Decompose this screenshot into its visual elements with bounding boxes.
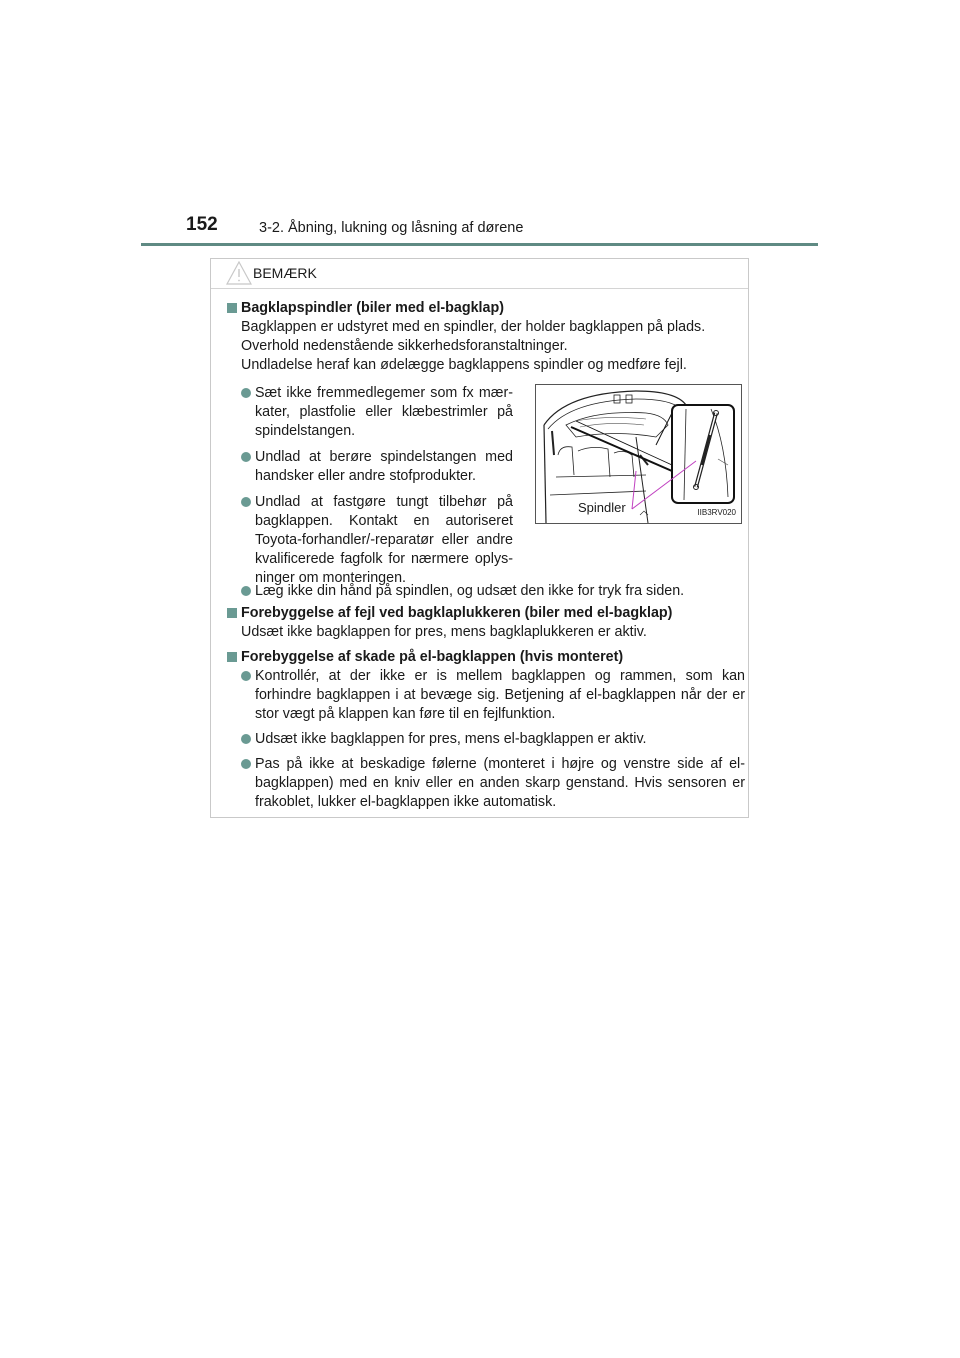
round-bullet-icon (241, 671, 251, 681)
tailgate-illustration-icon (536, 385, 741, 523)
figure-code: IIB3RV020 (697, 508, 736, 517)
bullet-text: Undlad at fastgøre tungt tilbehør på bagklappen. Kontakt en autoriseret Toyota-forhandler/-reparatør eller andre kvalificerede fagfolk for nærmere oplys-ninger om monteringen. (255, 494, 513, 586)
paragraph: Udsæt ikke bagklappen for pres, mens bagklaplukkeren er aktiv. (241, 624, 647, 640)
bullet-text: Udsæt ikke bagklappen for pres, mens el-bagklappen er aktiv. (255, 731, 647, 747)
round-bullet-icon (241, 388, 251, 398)
list-item (225, 384, 513, 441)
notice-header (211, 259, 748, 289)
heading-text: Bagklapspindler (biler med el-bagklap) (241, 300, 504, 316)
bullet-column (225, 384, 513, 595)
list-item (225, 667, 745, 724)
notice-box (210, 258, 749, 818)
spindle-illustration (535, 384, 742, 524)
section-heading-closer (225, 604, 745, 623)
bullet-text: Pas på ikke at beskadige følerne (monteret i højre og venstre side af el-bagklappen) med en kniv eller en anden skarp genstand. Hvis sensoren er frakoblet, lukker el-bagklappen ikke automatisk. (255, 756, 745, 810)
list-item (225, 755, 745, 812)
paragraph: Bagklappen er udstyret med en spindler, der holder bagklappen på plads. (241, 319, 706, 335)
bullet-text: Sæt ikke fremmedlegemer som fx mær-kater, plastfolie eller klæbestrimler på spindelstangen. (255, 385, 513, 439)
list-item (225, 582, 745, 601)
list-item (225, 493, 513, 588)
figure-label: Spindler (578, 500, 626, 515)
round-bullet-icon (241, 452, 251, 462)
list-item (225, 448, 513, 486)
square-bullet-icon (227, 652, 237, 662)
bullet-text: Læg ikke din hånd på spindlen, og udsæt den ikke for tryk fra siden. (255, 583, 685, 599)
page-number: 152 (186, 214, 218, 235)
figure-row (225, 384, 745, 586)
round-bullet-icon (241, 586, 251, 596)
notice-title: BEMÆRK (253, 265, 317, 281)
header-rule (141, 243, 818, 246)
round-bullet-icon (241, 734, 251, 744)
notice-content (225, 299, 745, 812)
section-title: 3-2. Åbning, lukning og låsning af dørene (259, 220, 524, 236)
round-bullet-icon (241, 497, 251, 507)
section-heading-spindles (225, 299, 745, 318)
bullet-text: Kontrollér, at der ikke er is mellem bagklappen og rammen, som kan forhindre bagklappen i at bevæge sig. Betjening af el-bagklappen når der er stor vægt på klappen kan føre til en fejlfunktion. (255, 668, 745, 722)
section-heading-damage (225, 648, 745, 667)
bullet-text: Undlad at berøre spindelstangen med handsker eller andre stofprodukter. (255, 449, 513, 484)
list-item (225, 730, 745, 749)
paragraph: Undladelse heraf kan ødelægge bagklappens spindler og medføre fejl. (241, 357, 687, 373)
round-bullet-icon (241, 759, 251, 769)
warning-triangle-icon (226, 261, 252, 285)
square-bullet-icon (227, 303, 237, 313)
paragraph: Overhold nedenstående sikkerhedsforanstaltninger. (241, 338, 568, 354)
heading-text: Forebyggelse af skade på el-bagklappen (hvis monteret) (241, 649, 624, 665)
heading-text: Forebyggelse af fejl ved bagklaplukkeren (biler med el-bagklap) (241, 605, 673, 621)
square-bullet-icon (227, 608, 237, 618)
